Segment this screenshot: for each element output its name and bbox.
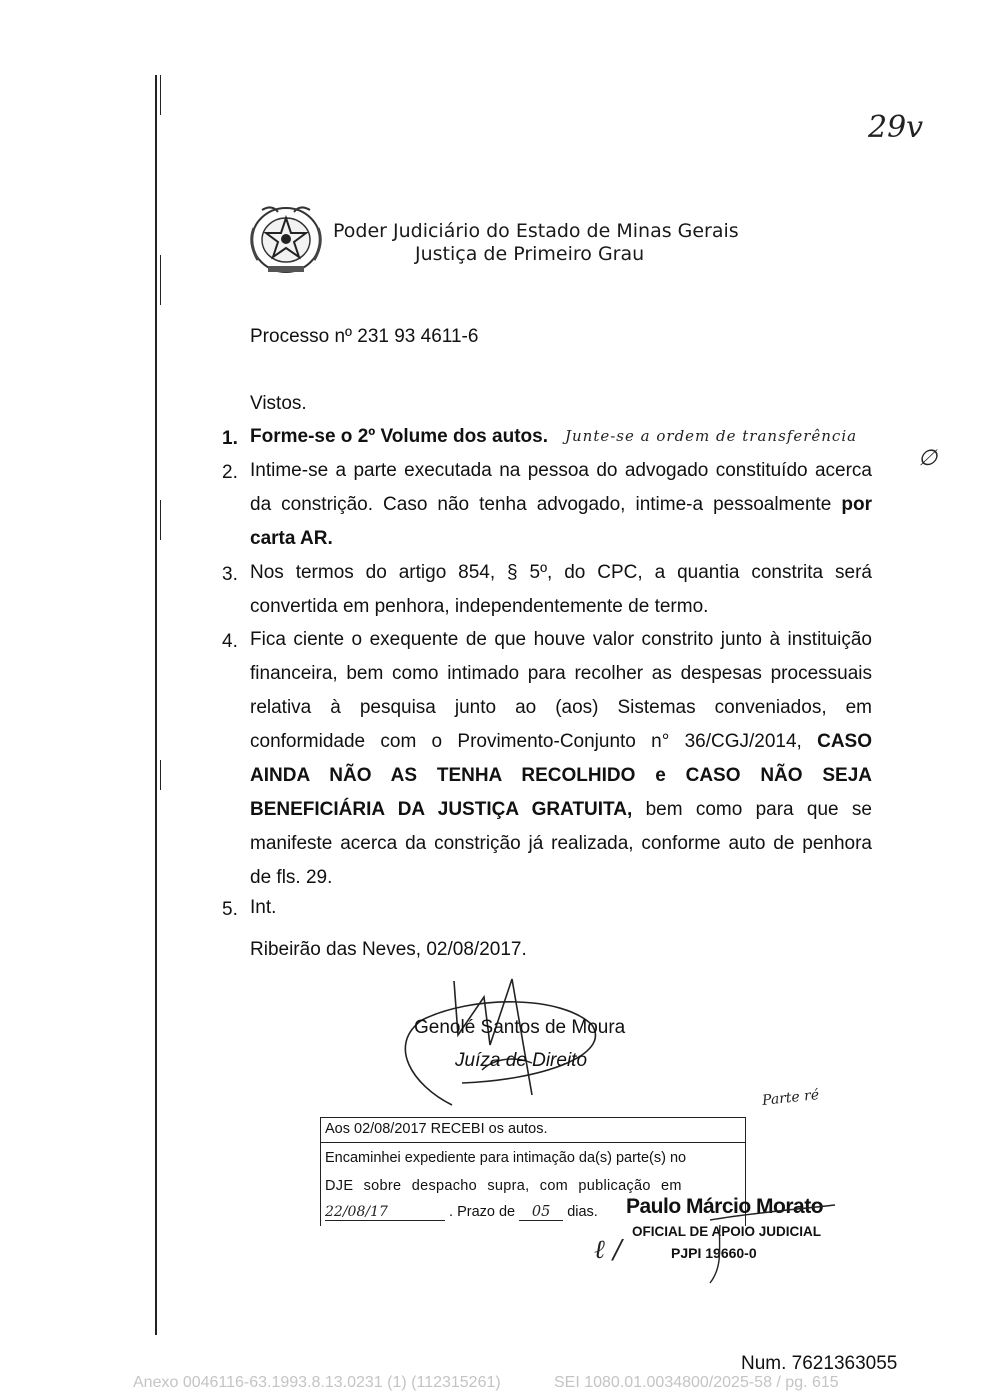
stamp-line1: Aos 02/08/2017 RECEBI os autos. <box>325 1121 548 1137</box>
scan-margin-tick <box>160 255 161 305</box>
item-number: 2. <box>222 462 238 483</box>
handwritten-side-note: Parte ré <box>761 1087 820 1109</box>
item-2-bold-end: por carta AR. <box>250 494 873 549</box>
court-header-line1: Poder Judiciário do Estado de Minas Gerais <box>333 220 739 242</box>
signatory-role: Juíza de Direito <box>455 1050 588 1071</box>
stamp-line4 <box>325 1204 598 1221</box>
stamp-prazo-handwritten: 05 <box>519 1204 563 1221</box>
item-number: 4. <box>222 631 238 652</box>
stamp-prazo-label: . Prazo de <box>449 1204 516 1220</box>
item-2-text <box>250 454 872 556</box>
item-4-text <box>250 623 872 895</box>
item-1-text: Forme-se o 2º Volume dos autos. <box>250 426 548 447</box>
footer-anexo: Anexo 0046116-63.1993.8.13.0231 (1) (112315261) <box>133 1374 501 1391</box>
officer-initials: ℓ / <box>594 1235 622 1265</box>
stamp-line3 <box>325 1178 741 1194</box>
item-4-body-a: Fica ciente o exequente de que houve valor constrito junto à instituição financeira, bem como intimado para recolher as despesas processuais relativa à pesquisa junto ao (aos) Sistemas conveniados, em conformidade com o Provimento-Conjunto n° 36/CGJ/2014, <box>250 629 872 752</box>
vistos-label: Vistos. <box>250 393 307 414</box>
handwritten-note-item1: Junte-se a ordem de transferência <box>565 427 858 445</box>
item-4-body-b: bem como para que se manifeste acerca da constrição já realizada, conforme auto de penhora de fls. 29. <box>250 799 872 888</box>
officer-role: OFICIAL DE APOIO JUDICIAL <box>632 1224 822 1239</box>
stamp-dias-label: dias. <box>567 1204 598 1220</box>
officer-name: Paulo Márcio Morato <box>626 1195 824 1218</box>
officer-id: PJPI 19660-0 <box>671 1245 757 1261</box>
signatory-name: Genolé Santos de Moura <box>414 1017 626 1038</box>
handwritten-signature <box>392 975 612 1115</box>
stamp-date-handwritten: 22/08/17 <box>325 1204 445 1221</box>
scan-margin-tick <box>160 760 161 790</box>
stamp-line3-text: DJE sobre despacho supra, com publicação em <box>325 1178 682 1194</box>
process-number: Processo nº 231 93 4611-6 <box>250 326 479 347</box>
item-number: 3. <box>222 564 238 585</box>
item-4-bold: CASO AINDA NÃO AS TENHA RECOLHIDO e CASO NÃO SEJA BENEFICIÁRIA DA JUSTIÇA GRATUITA, <box>250 731 873 820</box>
stamp-line2: Encaminhei expediente para intimação da(s) parte(s) no <box>325 1150 687 1166</box>
scan-margin-line <box>155 75 157 1335</box>
item-number: 5. <box>222 899 238 920</box>
scan-margin-tick <box>160 75 161 115</box>
officer-signature-stroke <box>700 1195 840 1285</box>
handwritten-initials: ∅ <box>918 446 938 471</box>
item-number: 1. <box>222 428 238 449</box>
footer-sei: SEI 1080.01.0034800/2025-58 / pg. 615 <box>554 1374 839 1391</box>
stamp-divider <box>321 1142 745 1143</box>
court-header-line2: Justiça de Primeiro Grau <box>415 243 645 265</box>
page-corner-mark: 29v <box>868 110 924 145</box>
scan-margin-tick <box>160 500 161 540</box>
place-date: Ribeirão das Neves, 02/08/2017. <box>250 939 527 960</box>
item-5-text: Int. <box>250 897 277 918</box>
coat-of-arms-emblem <box>246 198 326 278</box>
item-2-body: Intime-se a parte executada na pessoa do advogado constituído acerca da constrição. Caso não tenha advogado, intime-a pessoalmente <box>250 460 872 515</box>
document-number: Num. 7621363055 <box>741 1353 898 1374</box>
item-3-text: Nos termos do artigo 854, § 5º, do CPC, a quantia constrita será convertida em penhora, independentemente de termo. <box>250 562 872 617</box>
